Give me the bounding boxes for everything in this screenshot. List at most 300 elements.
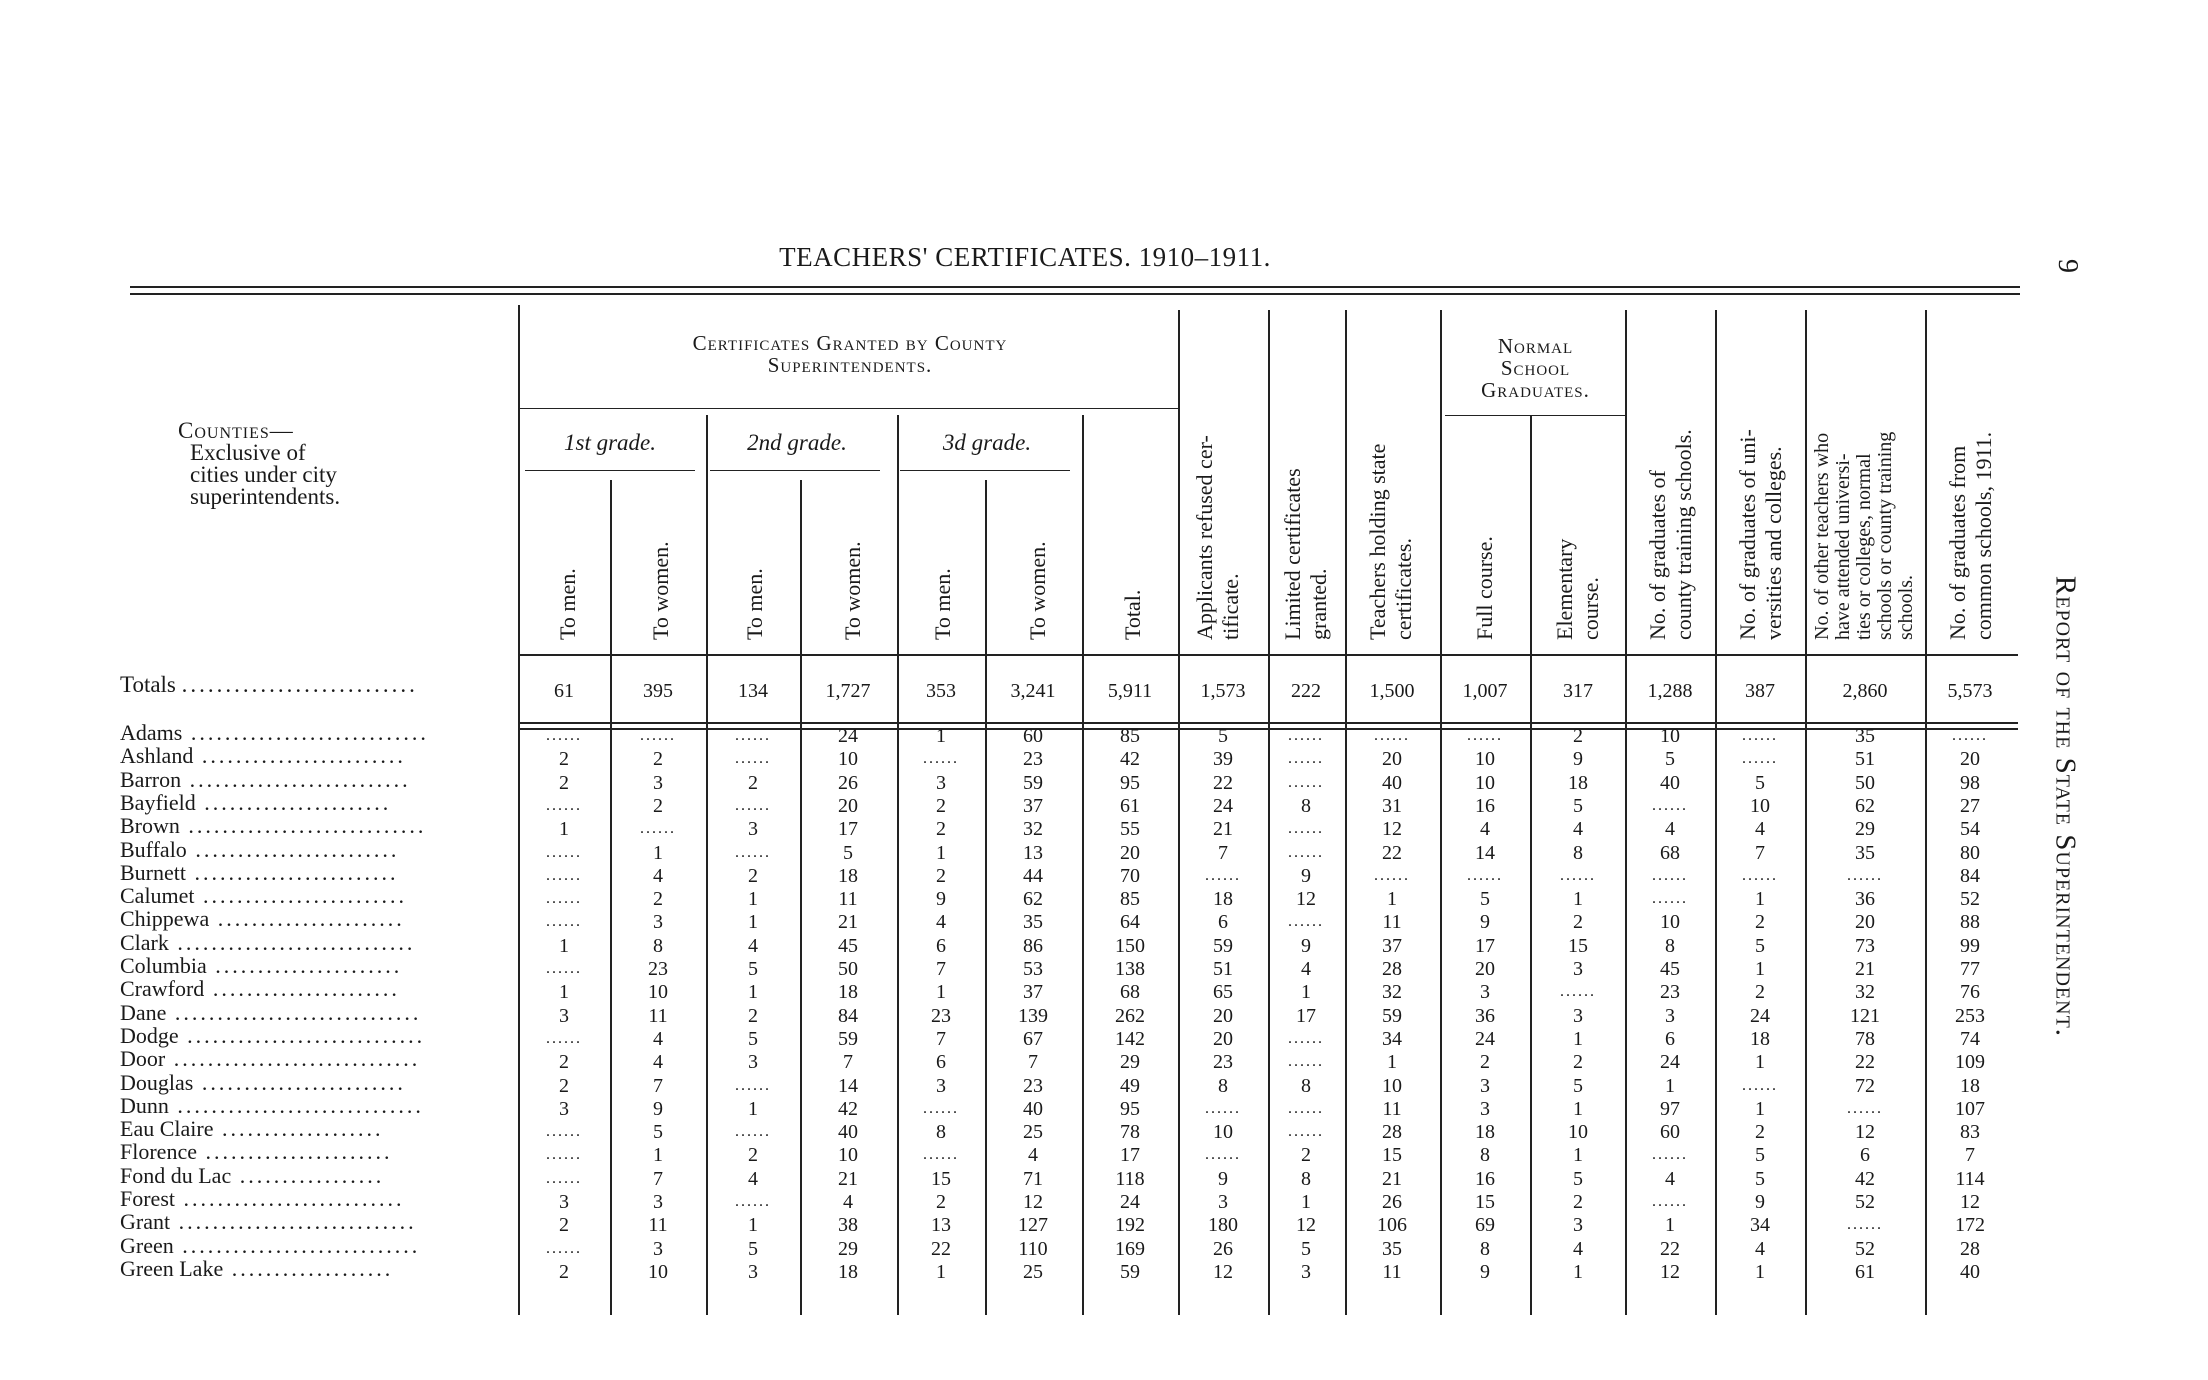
col-header-women-1: To women. [648,541,673,640]
table-cell: ...... [1652,890,1688,908]
col-header-men-2: To men. [742,568,767,640]
table-cell: 1 [1573,1144,1583,1167]
table-cell: 7 [936,1027,946,1050]
table-cell: 2 [653,794,663,817]
col-divider [610,480,612,1315]
table-cell: 22 [1382,841,1402,864]
table-cell: 12 [1296,888,1316,911]
table-cell: 51 [1213,958,1233,980]
table-cell: 12 [1855,1121,1875,1144]
table-cell: 3 [936,1074,946,1097]
table-cell: 8 [1218,1074,1228,1097]
table-cell: 24 [838,725,858,747]
county-name-text: Green Lake [120,1255,224,1281]
table-cell: 8 [1301,1167,1311,1190]
table-cell: 1 [1755,888,1765,911]
table-cell: 37 [1023,981,1043,1004]
table-cell: 99 [1960,934,1980,957]
col-divider [1805,310,1807,1315]
table-cell: 107 [1955,1097,1985,1120]
table-cell: 2 [748,864,758,887]
table-cell: ...... [546,890,582,908]
table-cell: 2 [1755,911,1765,934]
table-cell: 12 [1960,1191,1980,1213]
table-cell: 26 [1213,1237,1233,1260]
county-name [120,766,411,792]
table-cell: ...... [640,727,676,744]
table-cell: 54 [1960,818,1980,841]
totals-cell: 222 [1291,680,1321,702]
table-cell: 3 [1573,958,1583,980]
table-cell: 2 [559,771,569,794]
table-cell: 4 [653,864,663,887]
table-cell: 12 [1382,818,1402,841]
table-cell: 39 [1213,748,1233,771]
table-cell: 20 [1213,1004,1233,1027]
table-cell: 59 [1120,1260,1140,1283]
table-cell: 29 [1120,1051,1140,1074]
table-cell: 4 [1755,1237,1765,1260]
table-cell: 18 [1213,888,1233,911]
table-cell: 5 [1218,725,1228,747]
table-cell: 22 [1855,1051,1875,1074]
table-cell: 114 [1955,1167,1985,1190]
counties-header-line: Exclusive of [190,440,306,465]
header-line: schools or county training [1874,431,1896,640]
table-cell: 27 [1960,794,1980,817]
table-cell: ...... [1652,796,1688,814]
table-cell: ...... [1952,727,1988,744]
county-name-text: Clark [120,929,169,955]
table-cell: 85 [1120,725,1140,747]
table-cell: 51 [1855,748,1875,771]
table-cell: 1 [559,818,569,841]
table-cell: 10 [648,981,668,1004]
page-number: 9 [2052,259,2083,273]
table-cell: 1 [936,841,946,864]
leader-dots: ...................... [209,906,405,932]
county-name [120,745,406,767]
table-cell: ...... [735,727,771,744]
header-line: No. of graduates of uni- [1735,429,1760,640]
leader-dots: ............................ [173,1232,421,1258]
col-header-men-3: To men. [930,568,955,640]
group-rule [518,408,1178,409]
header-line: ties or colleges, normal [1853,453,1875,640]
table-cell: 2 [1755,1121,1765,1144]
table-cell: 3 [1480,981,1490,1004]
county-name-text: Dane [120,999,167,1025]
table-cell: 52 [1855,1191,1875,1213]
totals-cell: 387 [1745,680,1775,702]
table-cell: 262 [1115,1004,1145,1027]
table-cell: 1 [748,888,758,911]
table-cell: 2 [748,771,758,794]
table-cell: 42 [1855,1167,1875,1190]
table-cell: 110 [1018,1237,1048,1260]
table-cell: 1 [559,981,569,1004]
col-divider [1530,415,1532,1315]
table-cell: 5 [1480,888,1490,911]
leader-dots: ............................ [168,929,416,955]
table-cell: ...... [923,1146,959,1164]
table-cell: 83 [1960,1121,1980,1144]
table-cell: 1 [936,725,946,747]
table-cell: 127 [1018,1214,1048,1237]
header-line: tificate. [1218,573,1243,640]
normal-header-line: Normal [1497,334,1574,358]
table-cell: 3 [748,818,758,841]
table-cell: 4 [1028,1144,1038,1167]
table-cell: 2 [748,1144,758,1167]
second-grade-header: 2nd grade. [747,430,847,455]
grade2-rule [710,470,880,471]
table-cell: 5 [748,958,758,980]
table-cell: 23 [1660,981,1680,1004]
table-cell: 24 [1475,1027,1495,1050]
table-cell: ...... [735,1193,771,1210]
table-cell: 84 [838,1004,858,1027]
leader-dots: ................. [231,1162,385,1188]
table-cell: 12 [1213,1260,1233,1283]
table-cell: 7 [1755,841,1765,864]
table-cell: ...... [1742,866,1778,884]
table-cell: 2 [1573,1191,1583,1213]
table-cell: 4 [843,1191,853,1213]
table-cell: ...... [546,960,582,977]
county-name-text: Calumet [120,883,195,909]
table-cell: 20 [1120,841,1140,864]
table-cell: 35 [1023,911,1043,934]
table-cell: 2 [936,864,946,887]
table-cell: 24 [1120,1191,1140,1213]
table-cell: ...... [1652,1193,1688,1210]
table-cell: 31 [1382,794,1402,817]
table-cell: 68 [1120,981,1140,1004]
totals-cell: 353 [926,680,956,702]
table-cell: 9 [1480,1260,1490,1283]
table-cell: 118 [1115,1167,1145,1190]
table-cell: 23 [931,1004,951,1027]
table-cell: 12 [1296,1214,1316,1237]
table-cell: 7 [936,958,946,980]
table-cell: 59 [838,1027,858,1050]
grade1-rule [525,470,695,471]
table-cell: 35 [1382,1237,1402,1260]
table-cell: 17 [1475,934,1495,957]
table-cell: 1 [1573,1260,1583,1283]
county-name-text: Dodge [120,1022,179,1048]
table-cell: 1 [1755,1260,1765,1283]
table-cell: 22 [1213,771,1233,794]
table-cell: 50 [838,958,858,980]
table-cell: 142 [1115,1027,1145,1050]
county-name [120,789,392,815]
table-cell: 5 [1755,1144,1765,1167]
totals-cell: 5,573 [1947,680,1993,702]
table-cell: 18 [1960,1074,1980,1097]
county-name [120,929,416,955]
table-cell: 25 [1023,1121,1043,1144]
table-cell: 88 [1960,911,1980,934]
table-cell: 24 [1660,1051,1680,1074]
table-cell: ...... [546,1169,582,1187]
table-cell: 4 [653,1027,663,1050]
table-cell: 73 [1855,934,1875,957]
table-cell: 28 [1382,958,1402,980]
header-line: versities and colleges. [1761,446,1786,640]
table-cell: 23 [1023,748,1043,771]
table-cell: 1 [1301,1191,1311,1213]
table-cell: ...... [546,843,582,861]
table-cell: 1 [1665,1074,1675,1097]
table-cell: 3 [1573,1004,1583,1027]
table-cell: 1 [1755,958,1765,980]
table-cell: 24 [1213,794,1233,817]
table-cell: 25 [1023,1260,1043,1283]
table-cell: 10 [648,1260,668,1283]
table-cell: ...... [1742,727,1778,744]
table-cell: 7 [1965,1144,1975,1167]
county-name-text: Columbia [120,953,207,978]
table-cell: 4 [1480,818,1490,841]
header-line: No. of graduates of [1645,470,1670,640]
table-cell: ...... [1288,773,1324,791]
table-cell: 35 [1855,841,1875,864]
table-cell: 8 [653,934,663,957]
leader-dots: ............................. [165,1046,421,1072]
table-cell: 10 [838,748,858,771]
table-cell: ...... [1288,1099,1324,1117]
col-header-county-training [1645,429,1697,640]
table-cell: 1 [936,981,946,1004]
table-cell: 8 [1301,794,1311,817]
county-superintendents-header [540,332,1160,376]
table-cell: 2 [653,748,663,771]
table-cell: 24 [1750,1004,1770,1027]
table-cell: ...... [735,796,771,814]
table-cell: 3 [1480,1097,1490,1120]
leader-dots: ........................ [193,1069,406,1095]
table-cell: 5 [1755,1167,1765,1190]
grade3-rule [900,470,1070,471]
table-cell: 9 [1755,1191,1765,1213]
table-cell: 6 [936,934,946,957]
table-cell: 40 [1023,1097,1043,1120]
col-header-men-1: To men. [555,568,580,640]
table-cell: 10 [1568,1121,1588,1144]
table-cell: 2 [1573,911,1583,934]
table-cell: 1 [653,1144,663,1167]
table-cell: 1 [559,934,569,957]
group-header-line: Certificates Granted by County [692,331,1008,355]
table-cell: 3 [559,1004,569,1027]
table-cell: 40 [1960,1260,1980,1283]
table-cell: ...... [1467,727,1503,744]
county-name-text: Dunn [120,1092,169,1118]
table-cell: ...... [735,1123,771,1141]
table-cell: 20 [1475,958,1495,980]
table-cell: 3 [1218,1191,1228,1213]
county-name [120,1162,385,1188]
table-cell: 37 [1023,794,1043,817]
table-cell: 3 [653,911,663,934]
table-cell: 20 [838,794,858,817]
table-cell: 40 [1382,771,1402,794]
table-cell: 65 [1213,981,1233,1004]
table-cell: 32 [1023,818,1043,841]
county-name-text: Brown [120,813,180,839]
table-cell: 2 [559,1074,569,1097]
county-name [120,1022,426,1048]
table-cell: 55 [1120,818,1140,841]
header-line: common schools, 1911. [1971,431,1996,640]
table-cell: 3 [936,771,946,794]
col-header-women-3: To women. [1025,541,1050,640]
table-cell: 26 [838,771,858,794]
col-header-full-course: Full course. [1472,536,1497,640]
leader-dots: ................... [223,1255,394,1281]
county-name [120,1232,421,1258]
table-cell: 78 [1120,1121,1140,1144]
table-cell: 1 [748,1214,758,1237]
table-cell: ...... [1288,1029,1324,1047]
table-cell: 3 [1573,1214,1583,1237]
county-name-text: Chippewa [120,906,210,932]
leader-dots: ............................ [182,720,429,745]
table-cell: ...... [546,1123,582,1141]
table-cell: ...... [1847,1216,1883,1234]
table-cell: 5 [1573,1167,1583,1190]
county-name [120,1069,406,1095]
table-cell: 4 [936,911,946,934]
county-name [120,836,400,862]
counties-header-line: cities under city [190,462,337,487]
col-header-others [1812,432,1917,640]
table-cell: 14 [838,1074,858,1097]
table-cell: 1 [1573,1027,1583,1050]
county-name-text: Florence [120,1139,197,1165]
table-cell: 64 [1120,911,1140,934]
table-cell: 1 [1755,1051,1765,1074]
top-rule [130,286,2020,288]
table-cell: 84 [1960,864,1980,887]
table-cell: ...... [735,1076,771,1094]
county-name [120,999,422,1025]
table-cell: 9 [1480,911,1490,934]
group-header-line: Superintendents. [767,353,933,377]
county-name-text: Burnett [120,859,186,885]
totals-cell: 1,007 [1462,680,1508,702]
table-cell: 7 [653,1074,663,1097]
table-cell: 85 [1120,888,1140,911]
table-cell: 97 [1660,1097,1680,1120]
table-cell: 59 [1382,1004,1402,1027]
table-cell: ...... [1205,1146,1241,1164]
table-cell: ...... [1288,727,1324,744]
county-name [120,1118,383,1140]
table-cell: 1 [936,1260,946,1283]
table-cell: 8 [936,1121,946,1144]
table-cell: 2 [559,1260,569,1283]
table-cell: 23 [1023,1074,1043,1097]
table-cell: 28 [1382,1121,1402,1144]
table-cell: ...... [1288,1123,1324,1141]
leader-dots: ........................ [186,836,400,862]
table-cell: 1 [653,841,663,864]
county-name [120,1048,420,1070]
totals-cell: 3,241 [1010,680,1056,702]
table-cell: 78 [1855,1027,1875,1050]
table-cell: 8 [1480,1237,1490,1260]
table-cell: 3 [559,1191,569,1213]
table-cell: 10 [838,1144,858,1167]
table-cell: 10 [1475,748,1495,771]
table-cell: ...... [546,913,582,931]
table-cell: 95 [1120,771,1140,794]
county-name-text: Fond du Lac [120,1162,232,1188]
col-header-women-2: To women. [840,541,865,640]
table-cell: 2 [1301,1144,1311,1167]
header-line: schools. [1895,575,1917,640]
table-cell: ...... [546,1146,582,1164]
table-cell: 34 [1382,1027,1402,1050]
county-name [120,815,426,837]
leader-dots: ............................ [179,813,427,839]
table-cell: 18 [838,1260,858,1283]
table-cell: 253 [1955,1004,1985,1027]
table-cell: 16 [1475,1167,1495,1190]
table-cell: 5 [1755,934,1765,957]
table-cell: 45 [1660,958,1680,980]
table-cell: ...... [546,866,582,884]
table-cell: ...... [1288,913,1324,931]
table-cell: 3 [748,1260,758,1283]
table-cell: 40 [1660,771,1680,794]
table-cell: 61 [1855,1260,1875,1283]
table-cell: 37 [1382,934,1402,957]
leader-dots: ...................... [196,1139,393,1165]
table-cell: 5 [1301,1237,1311,1260]
table-cell: 3 [559,1097,569,1120]
table-cell: 109 [1955,1051,1985,1074]
leader-dots: ............................ [170,1209,417,1235]
table-cell: 50 [1855,771,1875,794]
table-cell: 95 [1120,1097,1140,1120]
counties-header-line: superintendents. [190,484,341,509]
county-name [120,1211,417,1233]
totals-cell: 1,288 [1647,680,1693,702]
table-cell: 180 [1208,1214,1238,1237]
county-name-text: Adams [120,720,183,745]
table-cell: 71 [1023,1167,1043,1190]
table-cell: ...... [546,796,582,814]
table-cell: 49 [1120,1074,1140,1097]
table-cell: 3 [653,771,663,794]
table-cell: 138 [1115,958,1145,980]
header-line: certificates. [1391,538,1416,640]
totals-cell: 317 [1563,680,1593,702]
table-cell: 44 [1023,864,1043,887]
table-cell: 14 [1475,841,1495,864]
table-cell: ...... [1288,1053,1324,1071]
table-cell: 10 [1750,794,1770,817]
county-name [120,978,400,1000]
table-cell: 2 [1573,725,1583,747]
table-cell: 67 [1023,1027,1043,1050]
table-cell: 77 [1960,958,1980,980]
table-cell: 4 [1755,818,1765,841]
